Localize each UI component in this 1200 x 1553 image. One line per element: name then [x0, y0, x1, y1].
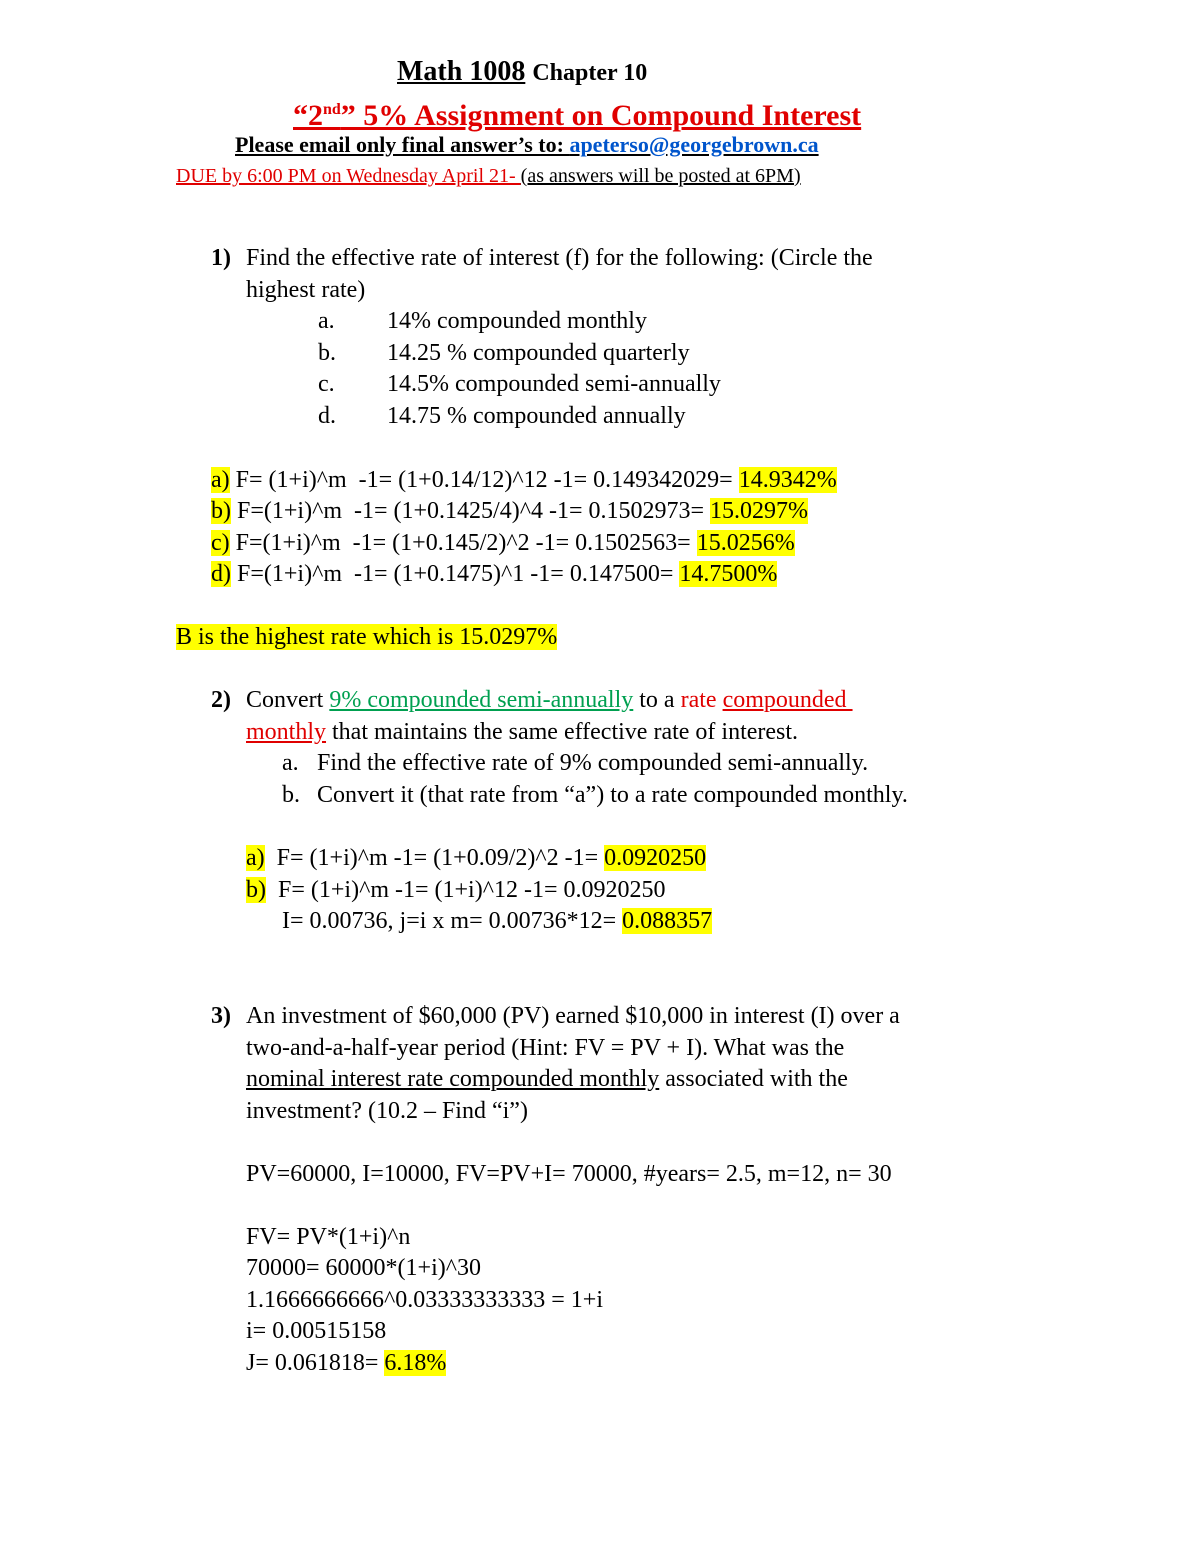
answer-work: I= 0.00736, j=i x m= 0.00736*12=: [282, 908, 623, 934]
q1-option-letter: c.: [318, 371, 335, 397]
answer-result: 14.9342%: [738, 467, 837, 493]
answer-work: F=(1+i)^m -1= (1+0.1475)^1 -1= 0.147500=: [237, 561, 680, 587]
q2-target-rate: compounded: [722, 687, 853, 713]
q1-option-text: 14% compounded monthly: [387, 308, 647, 334]
answer-work: J= 0.061818=: [246, 1350, 385, 1376]
assignment-title: [293, 94, 861, 132]
q1-answer-row: [211, 497, 808, 525]
q3-final: [246, 1349, 446, 1377]
q2-number-text: 2): [211, 687, 231, 713]
q1-answer-row: [211, 560, 777, 588]
q3-text-line4: investment? (10.2 – Find “i”): [246, 1098, 528, 1124]
title-suffix: ” 5% Assignment on Compound Interest: [340, 99, 862, 132]
q2-answer-b-line2: [282, 907, 712, 935]
q2-sub-letter: a.: [282, 750, 299, 776]
q2-number: [211, 686, 231, 714]
q2-answer-b: [246, 876, 666, 904]
q2-text-part: Convert: [246, 687, 330, 713]
answer-label: a): [211, 467, 230, 493]
q2-text-part: to a: [633, 687, 681, 713]
answer-label: b): [246, 877, 266, 903]
q1-option-text: 14.5% compounded semi-annually: [387, 371, 721, 397]
q2-text-part: that maintains the same effective rate of interest.: [326, 719, 799, 745]
answer-work: F=(1+i)^m -1= (1+0.1425/4)^4 -1= 0.1502973=: [237, 498, 711, 524]
due-note: (as answers will be posted at 6PM): [520, 165, 801, 187]
answer-label: b): [211, 498, 231, 524]
email-label: Please email only final answer’s to:: [235, 132, 570, 157]
q1-option-letter: b.: [318, 340, 336, 366]
answer-result: 0.0920250: [604, 845, 707, 871]
q2-text-line1: [246, 686, 853, 714]
q1-conclusion: [176, 623, 557, 651]
answer-label: a): [246, 845, 265, 871]
answer-work: F= (1+i)^m -1= (1+0.09/2)^2 -1=: [276, 845, 605, 871]
q2-answer-a: [246, 844, 706, 872]
due-date-line: [176, 162, 801, 190]
email-instruction: [235, 131, 819, 159]
answer-result: 0.088357: [622, 908, 713, 934]
q1-text-line1: Find the effective rate of interest (f) for the following: (Circle the: [246, 245, 873, 271]
email-link[interactable]: apeterso@georgebrown.ca: [569, 132, 819, 157]
q2-text-part: rate: [680, 687, 717, 713]
q2-sub-text: Find the effective rate of 9% compounded semi-annually.: [317, 750, 869, 776]
q2-source-rate: 9% compounded semi-annually: [329, 687, 634, 713]
q3-step: FV= PV*(1+i)^n: [246, 1224, 411, 1250]
q1-option-text: 14.75 % compounded annually: [387, 403, 686, 429]
q1-conclusion-text: B is the highest rate which is 15.0297%: [176, 624, 558, 650]
answer-result: 15.0256%: [696, 530, 795, 556]
due-date: DUE by 6:00 PM on Wednesday April 21-: [176, 165, 521, 187]
q3-text-line1: An investment of $60,000 (PV) earned $10,000 in interest (I) over a: [246, 1003, 900, 1029]
title-prefix: “2: [293, 99, 323, 132]
q3-given: PV=60000, I=10000, FV=PV+I= 70000, #years= 2.5, m=12, n= 30: [246, 1161, 892, 1187]
course-name: Math 1008: [397, 56, 526, 87]
q3-step: i= 0.00515158: [246, 1318, 387, 1344]
q2-text-line2: [246, 718, 798, 746]
q1-number: [211, 244, 231, 272]
q3-text-line2: two-and-a-half-year period (Hint: FV = PV + I). What was the: [246, 1035, 845, 1061]
q3-number: [211, 1002, 231, 1030]
q2-sub-text: Convert it (that rate from “a”) to a rate compounded monthly.: [317, 782, 908, 808]
answer-result: 6.18%: [384, 1350, 447, 1376]
q3-text-part: associated with the: [659, 1066, 848, 1092]
answer-result: 14.7500%: [679, 561, 778, 587]
q3-number-text: 3): [211, 1003, 231, 1029]
q3-emphasis: nominal interest rate compounded monthly: [246, 1066, 660, 1092]
q2-sub-letter: b.: [282, 782, 300, 808]
answer-result: 15.0297%: [710, 498, 809, 524]
answer-label: c): [211, 530, 230, 556]
q2-target-rate-cont: monthly: [246, 719, 327, 745]
q1-option-text: 14.25 % compounded quarterly: [387, 340, 690, 366]
q1-option-letter: d.: [318, 403, 336, 429]
answer-work: F= (1+i)^m -1= (1+0.14/12)^12 -1= 0.149342029=: [235, 467, 739, 493]
q1-option-letter: a.: [318, 308, 335, 334]
q1-number-text: 1): [211, 245, 231, 271]
q3-text-line3: [246, 1065, 848, 1093]
q3-step: 1.1666666666^0.03333333333 = 1+i: [246, 1287, 603, 1313]
title-superscript: nd: [323, 101, 341, 118]
chapter-label: Chapter 10: [532, 60, 648, 86]
page-title: [397, 58, 647, 87]
q1-answer-row: [211, 529, 795, 557]
answer-work: F= (1+i)^m -1= (1+i)^12 -1= 0.0920250: [278, 877, 666, 903]
answer-work: F=(1+i)^m -1= (1+0.145/2)^2 -1= 0.1502563=: [235, 530, 697, 556]
q1-answer-row: [211, 466, 837, 494]
q3-step: 70000= 60000*(1+i)^30: [246, 1255, 481, 1281]
q1-text-line2: highest rate): [246, 277, 366, 303]
answer-label: d): [211, 561, 231, 587]
